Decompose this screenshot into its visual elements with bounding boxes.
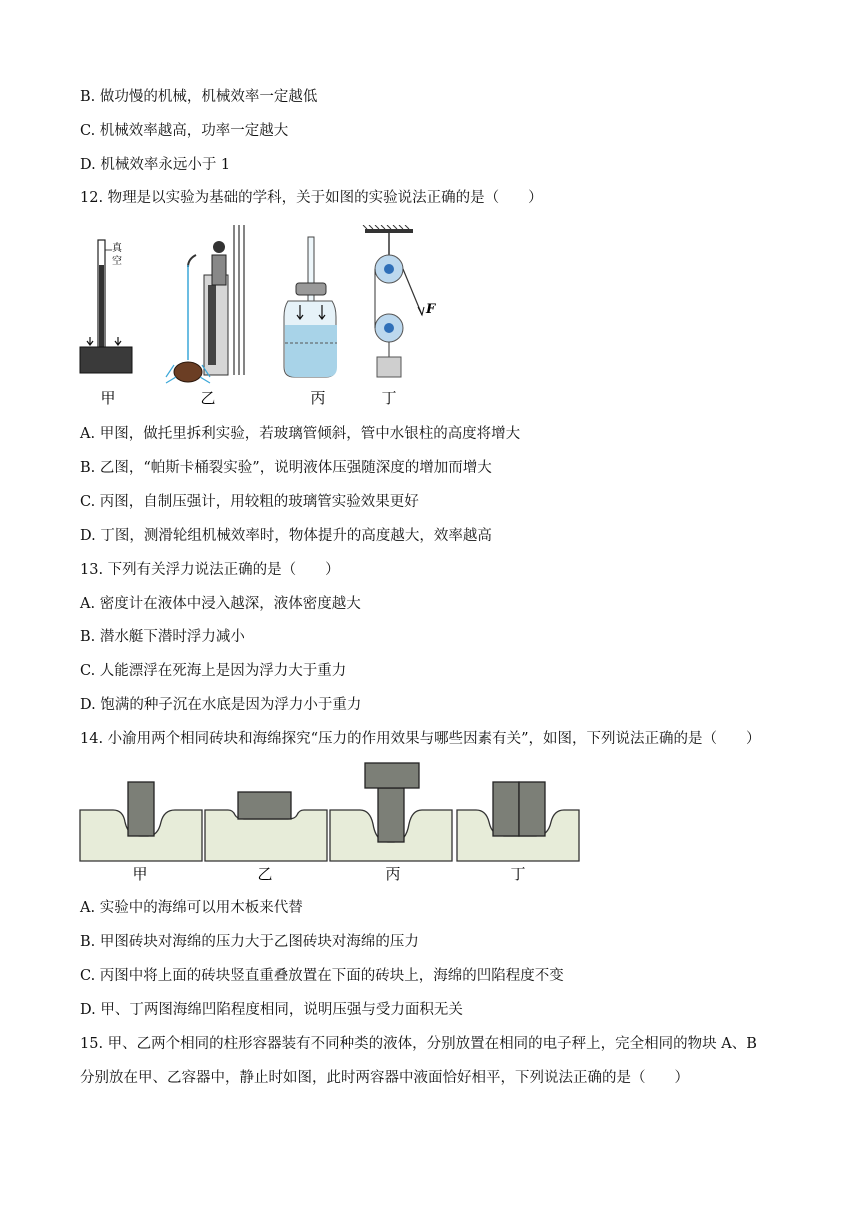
- fig14-caption-bing: 丙: [385, 865, 401, 883]
- option-c-q12: C. 丙图，自制压强计，用较粗的玻璃管实验效果更好: [80, 494, 419, 510]
- force-label: F: [426, 302, 436, 317]
- option-d-q12: D. 丁图，测滑轮组机械效率时，物体提升的高度越大，效率越高: [80, 528, 492, 544]
- option-a-q12: A. 甲图，做托里拆利实验，若玻璃管倾斜，管中水银柱的高度将增大: [80, 426, 521, 442]
- fig14-caption-yi: 乙: [257, 865, 273, 883]
- question-15-stem-line1: 15. 甲、乙两个相同的柱形容器装有不同种类的液体，分别放置在相同的电子秤上，完全相同的物块 A、B: [80, 1036, 757, 1052]
- option-b-q13: B. 潜水艇下潜时浮力减小: [80, 629, 245, 645]
- option-c-q14: C. 丙图中将上面的砖块竖直重叠放置在下面的砖块上，海绵的凹陷程度不变: [80, 968, 564, 984]
- fig14-caption-ding: 丁: [510, 865, 526, 883]
- vacuum-label-top: 真: [112, 243, 122, 254]
- question-14-stem: 14. 小渝用两个相同砖块和海绵探究“压力的作用效果与哪些因素有关”，如图，下列说法正确的是（ ）: [80, 731, 761, 747]
- figure-q12: [76, 225, 456, 415]
- question-13-stem: 13. 下列有关浮力说法正确的是（ ）: [80, 562, 340, 578]
- sponge-brick-bing: [330, 763, 452, 861]
- option-b-q12: B. 乙图，“帕斯卡桶裂实验”，说明液体压强随深度的增加而增大: [80, 460, 492, 476]
- option-b-q14: B. 甲图砖块对海绵的压力大于乙图砖块对海绵的压力: [80, 934, 419, 950]
- option-d-q11: D. 机械效率永远小于 1: [80, 157, 231, 173]
- sponge-brick-ding: [457, 782, 579, 861]
- fig12-caption-bing: 丙: [310, 389, 326, 407]
- option-b-q11: B. 做功慢的机械，机械效率一定越低: [80, 89, 318, 105]
- option-c-q13: C. 人能漂浮在死海上是因为浮力大于重力: [80, 663, 347, 679]
- question-12-stem: 12. 物理是以实验为基础的学科，关于如图的实验说法正确的是（ ）: [80, 190, 543, 206]
- fig12-caption-jia: 甲: [100, 389, 116, 407]
- torricelli-apparatus: [80, 240, 132, 373]
- sponge-brick-jia: [80, 782, 202, 861]
- vacuum-label-bottom: 空: [112, 256, 122, 267]
- pulley-system-apparatus: [363, 225, 436, 377]
- homemade-barometer-apparatus: [284, 237, 337, 377]
- option-c-q11: C. 机械效率越高，功率一定越大: [80, 123, 289, 139]
- option-a-q14: A. 实验中的海绵可以用木板来代替: [80, 900, 303, 916]
- option-d-q14: D. 甲、丁两图海绵凹陷程度相同，说明压强与受力面积无关: [80, 1002, 463, 1018]
- pascal-barrel-apparatus: [166, 225, 244, 383]
- fig12-caption-ding: 丁: [381, 389, 397, 407]
- fig12-caption-yi: 乙: [200, 389, 216, 407]
- figure-q14: [78, 760, 584, 886]
- option-a-q13: A. 密度计在液体中浸入越深，液体密度越大: [80, 596, 361, 612]
- sponge-brick-yi: [205, 792, 327, 861]
- option-d-q13: D. 饱满的种子沉在水底是因为浮力小于重力: [80, 697, 362, 713]
- question-15-stem-line2: 分别放在甲、乙容器中，静止时如图，此时两容器中液面恰好相平，下列说法正确的是（ ）: [80, 1070, 689, 1086]
- fig14-caption-jia: 甲: [132, 865, 148, 883]
